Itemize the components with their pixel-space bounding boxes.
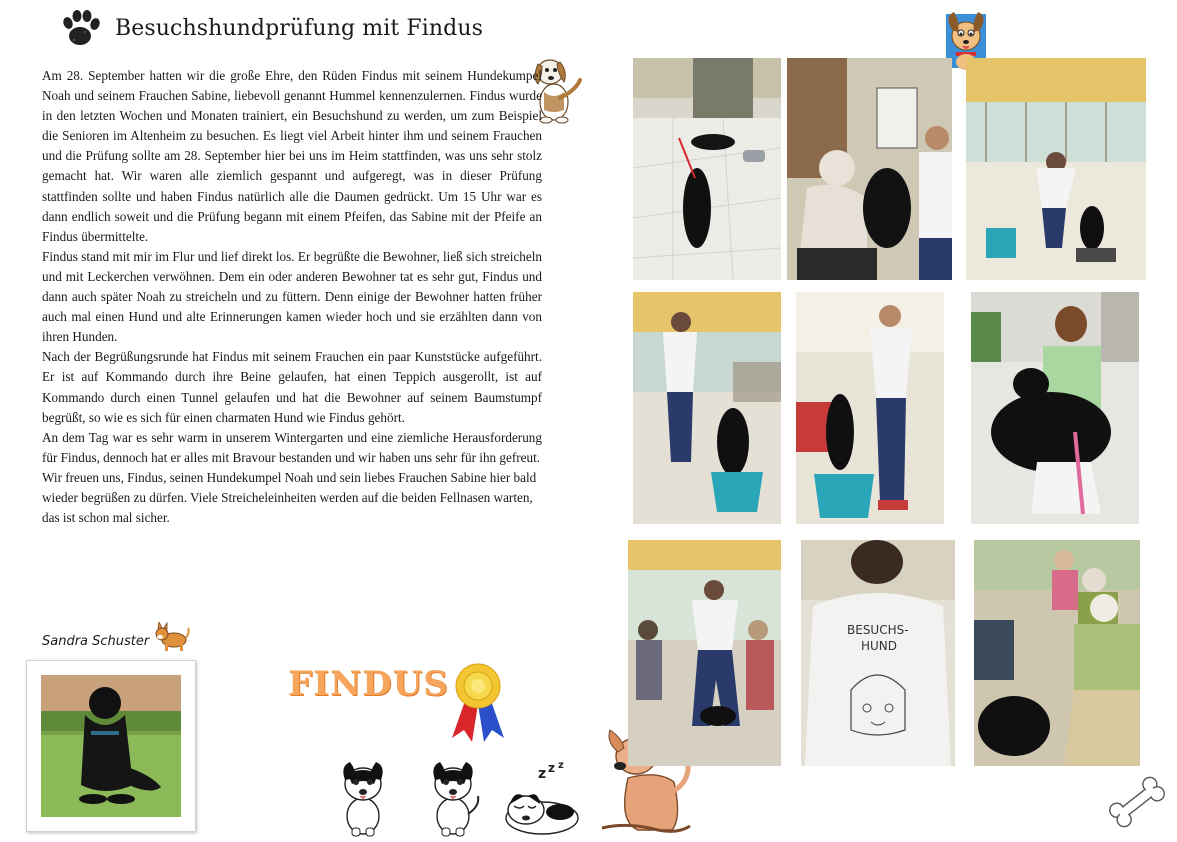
paragraph: Am 28. September hatten wir die große Ehre, den Rüden Findus mit seinem Hundekumpel Noah und seinem Frauchen Sabine, liebevoll genannt Hummel kennenzulernen. Findus wurde in den letzten Wochen und Monaten trainiert, ein Besuchshund zu werden, um zum Beispiel die Senioren im Altenheim zu besuchen. Es liegt viel Arbeit hinter ihm und seinem Frauchen und die Prüfung sollte am 28. September hier bei uns im Heim stattfinden, was uns sehr stolz gemacht hat. Wir waren alle ziemlich gespannt und aufgeregt, was in dieser Prüfung stattfinden sollte und haben Findus natürlich alle die Daumen gedrückt. Um 15 Uhr war es dann endlich soweit und die Prüfung begann mit einem Pfeifen, das Sabine mit der Pfeife an Findus übermittelte. — [42, 68, 542, 244]
photo-dog-on-turquoise-stool — [796, 292, 944, 524]
bone-icon — [1104, 774, 1170, 830]
findus-portrait-photo — [26, 660, 196, 832]
findus-wordmark: FINDUS — [288, 664, 449, 704]
photo-trainer-with-dog — [966, 58, 1146, 280]
svg-text:z: z — [538, 766, 547, 782]
svg-text:z: z — [548, 761, 555, 775]
photo-dog-on-stool — [633, 292, 781, 524]
photo-senior-petting-dog — [787, 58, 952, 280]
paragraph: Nach der Begrüßungsrunde hat Findus mit seinem Frauchen ein paar Kunststücke aufgeführt. Er ist auf Kommando durch ihre Beine gelaufen, hat einen Teppich ausgerollt, ist auf Kommando durch einen Tunnel gelaufen und hat die Bewohner auf seinem Baumstumpf begrüßt, so wie es sich für einen charmaten Hund wie Findus gehört. — [42, 349, 542, 425]
cartoon-dog-icon — [334, 756, 392, 838]
photo-residents-petting-dog — [974, 540, 1140, 766]
svg-text:z: z — [558, 760, 564, 771]
paragraph: Findus stand mit mir im Flur und lief direkt los. Er begrüßte die Bewohner, ließ sich streicheln und mit Leckerchen verwöhnen. Dem ein oder anderen Bewohner tat es sehr gut, Findus und dann auch später Noah zu streicheln und zu füttern. Denn einige der Bewohner hatten früher auch mal einen Hund und alte Erinnerungen kamen wieder hoch und sie erzählten dann von ihren Hunden. — [42, 248, 542, 345]
photo-besuchshund-shirt — [801, 540, 955, 766]
cartoon-dog-icon — [152, 622, 192, 654]
sleeping-dog-icon — [500, 760, 582, 838]
shirt-text: BESUCHS- — [847, 623, 909, 637]
article-body — [42, 66, 542, 528]
cartoon-dog-icon — [424, 756, 482, 838]
photo-trainer-among-residents — [628, 540, 781, 766]
rosette-icon — [448, 660, 508, 744]
paragraph: An dem Tag war es sehr warm in unserem Wintergarten und eine ziemliche Herausforderung für Findus, dennoch hat er alles mit Bravour bestanden und wir haben uns sehr für ihn gefreut. — [42, 429, 542, 465]
photo-dogs-on-leash — [633, 58, 781, 280]
page-title: Besuchshundprüfung mit Findus — [115, 16, 483, 41]
shirt-text: HUND — [861, 639, 898, 653]
paragraph: Wir freuen uns, Findus, seinen Hundekumpel Noah und sein liebes Frauchen Sabine hier bald wieder begrüßen zu dürfen. Viele Streicheleinheiten werden auf die beiden Fellnasen warten, das ist schon mal sicher. — [42, 469, 537, 526]
paw-icon — [58, 6, 102, 50]
author-signature: Sandra Schuster — [42, 634, 150, 649]
photo-woman-hugging-dog — [971, 292, 1139, 524]
